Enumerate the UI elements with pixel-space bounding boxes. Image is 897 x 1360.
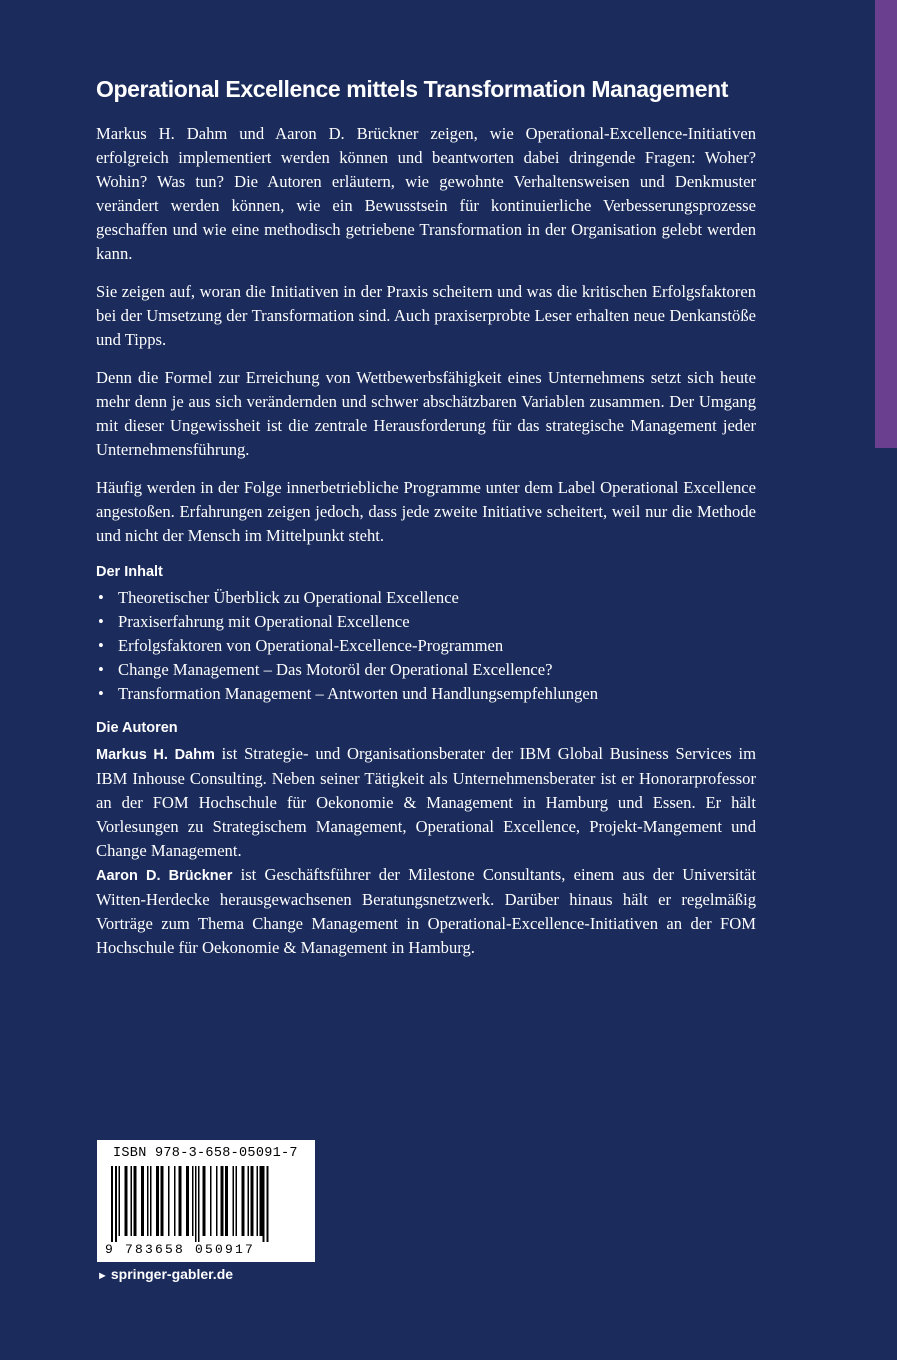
barcode-bar bbox=[216, 1166, 218, 1236]
barcode-bar bbox=[260, 1166, 263, 1236]
barcode-bar bbox=[267, 1166, 269, 1242]
list-item bbox=[96, 634, 756, 658]
author-bio bbox=[96, 742, 756, 863]
barcode-bar bbox=[174, 1166, 176, 1236]
barcode-bar bbox=[263, 1166, 265, 1242]
barcode-bar bbox=[131, 1166, 133, 1236]
barcode-bar bbox=[225, 1166, 228, 1236]
list-item bbox=[96, 658, 756, 682]
barcode-bar bbox=[233, 1166, 235, 1236]
isbn-barcode bbox=[97, 1140, 315, 1262]
purple-spine-stripe bbox=[875, 0, 897, 448]
barcode-bar bbox=[210, 1166, 212, 1236]
barcode-bar bbox=[257, 1166, 259, 1236]
barcode-bar bbox=[242, 1166, 245, 1236]
list-item bbox=[96, 610, 756, 634]
contents-list bbox=[96, 586, 756, 706]
description-paragraph: Denn die Formel zur Erreichung von Wettbewerbsfähigkeit eines Unternehmens setzt sich heute mehr denn je aus sich verändernden und schwer abschätzbaren Variablen zusammen. Der Umgang mit dieser Ungewissheit ist die zentrale Herausforderung für das strategische Management jeder Unternehmensführung. bbox=[96, 368, 756, 459]
barcode-bar bbox=[251, 1166, 254, 1236]
list-item-text: Transformation Management – Antworten und Handlungsempfehlungen bbox=[118, 684, 599, 703]
bullet-icon: • bbox=[98, 636, 104, 655]
list-item-text: Praxiserfahrung mit Operational Excellence bbox=[118, 612, 410, 631]
contents-heading: Der Inhalt bbox=[96, 564, 163, 580]
list-item-text: Erfolgsfaktoren von Operational-Excellence-Programmen bbox=[118, 636, 504, 655]
barcode-bar bbox=[125, 1166, 128, 1236]
barcode-bar bbox=[221, 1166, 224, 1236]
description-paragraph: Markus H. Dahm und Aaron D. Brückner zeigen, wie Operational-Excellence-Initiativen erfolgreich implementiert werden können und beantworten dabei dringende Fragen: Woher? Wohin? Was tun? Die Autoren erläutern, wie gewohnte Verhaltensweisen und Denkmuster verändert werden können, wie ein Bewusstsein für kontinuierliche Verbesserungsprozesse geschaffen und wie eine methodisch getriebene Transformation in der Organisation gelebt werden kann. bbox=[96, 124, 756, 263]
list-item-text: Change Management – Das Motoröl der Operational Excellence? bbox=[118, 660, 553, 679]
barcode-bars bbox=[107, 1166, 305, 1242]
barcode-bar bbox=[150, 1166, 152, 1236]
bullet-icon: • bbox=[98, 684, 104, 703]
arrow-right-icon: ► bbox=[97, 1270, 108, 1282]
website-url: springer-gabler.de bbox=[110, 1266, 234, 1282]
barcode-bar bbox=[115, 1166, 117, 1242]
barcode-bar bbox=[186, 1166, 189, 1236]
barcode-bar bbox=[236, 1166, 238, 1236]
publisher-website[interactable] bbox=[97, 1266, 233, 1282]
description-paragraph: Häufig werden in der Folge innerbetriebliche Programme unter dem Label Operational Excellence angestoßen. Erfahrungen zeigen jedoch, dass jede zweite Initiative scheitert, weil nur die Methode und nicht der Mensch im Mittelpunkt steht. bbox=[96, 478, 756, 545]
authors-heading: Die Autoren bbox=[96, 720, 178, 736]
ean-digits: 9 783658 050917 bbox=[105, 1242, 256, 1257]
list-item-text: Theoretischer Überblick zu Operational Excellence bbox=[118, 588, 459, 607]
author-bio-text: ist Strategie- und Organisationsberater der IBM Global Business Services im IBM Inhouse Consulting. Neben seiner Tätigkeit als Unternehmensberater ist er Honorarprofessor an der FOM Hochschule für Oekonomie & Management in Hamburg und Essen. Er hält Vorlesungen zu Strategischem Management, Operational Excellence, Projekt-Mangement und Change Management. bbox=[96, 744, 756, 860]
barcode-bar bbox=[192, 1166, 194, 1236]
book-title: Operational Excellence mittels Transformation Management bbox=[96, 76, 729, 102]
barcode-bar bbox=[198, 1166, 200, 1242]
barcode-bar bbox=[168, 1166, 170, 1236]
isbn-label: ISBN 978-3-658-05091-7 bbox=[113, 1146, 298, 1161]
bullet-icon: • bbox=[98, 612, 104, 631]
barcode-bar bbox=[119, 1166, 121, 1236]
list-item bbox=[96, 586, 756, 610]
list-item bbox=[96, 682, 756, 706]
barcode-bar bbox=[156, 1166, 159, 1236]
barcode-bar bbox=[111, 1166, 113, 1242]
barcode-bar bbox=[248, 1166, 250, 1236]
author-name: Aaron D. Brückner bbox=[96, 868, 233, 884]
barcode-bar bbox=[134, 1166, 137, 1236]
bullet-icon: • bbox=[98, 588, 104, 607]
bullet-icon: • bbox=[98, 660, 104, 679]
barcode-bar bbox=[195, 1166, 197, 1242]
barcode-bar bbox=[141, 1166, 144, 1236]
barcode-bar bbox=[179, 1166, 182, 1236]
back-cover-text bbox=[96, 74, 756, 974]
author-name: Markus H. Dahm bbox=[96, 747, 215, 763]
author-bio-text: ist Geschäftsführer der Milestone Consultants, einem aus der Universität Witten-Herdecke herausgewachsenen Beratungsnetzwerk. Darüber hinaus hält er regelmäßig Vorträge zum Thema Change Management in Operational-Excellence-Initiativen an der FOM Hochschule für Oekonomie & Management in Hamburg. bbox=[96, 865, 756, 957]
description-paragraph: Sie zeigen auf, woran die Initiativen in der Praxis scheitern und was die kritischen Erfolgsfaktoren bei der Umsetzung der Transformation sind. Auch praxiserprobte Leser erhalten neue Denkanstöße und Tipps. bbox=[96, 282, 756, 349]
barcode-bar bbox=[161, 1166, 164, 1236]
barcode-bar bbox=[203, 1166, 206, 1236]
barcode-bar bbox=[147, 1166, 149, 1236]
author-bio bbox=[96, 863, 756, 960]
